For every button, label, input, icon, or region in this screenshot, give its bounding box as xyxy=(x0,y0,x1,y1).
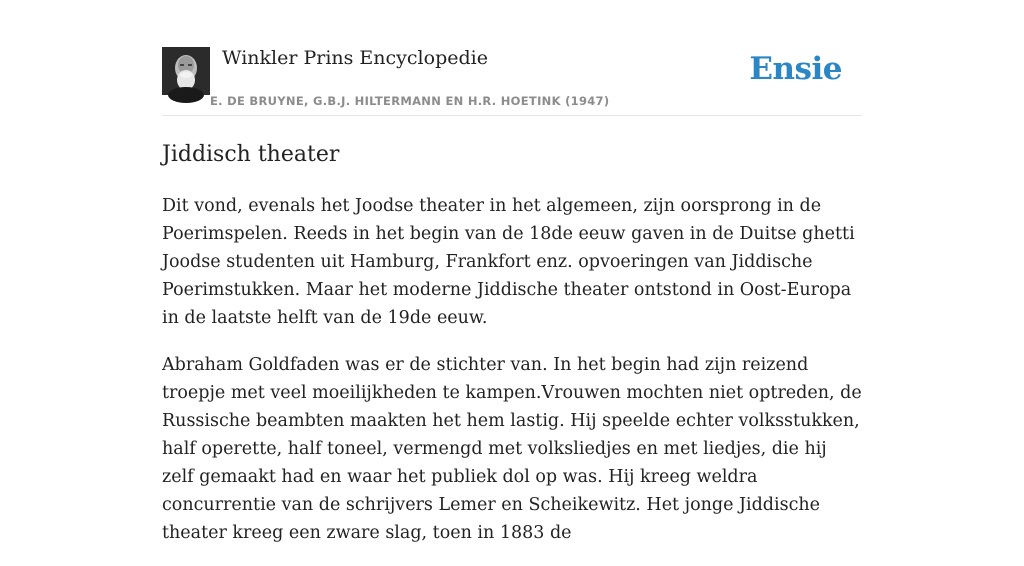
content-container xyxy=(162,0,862,543)
article-body xyxy=(162,192,862,566)
site-header xyxy=(162,0,862,116)
site-title[interactable]: Winkler Prins Encyclopedie xyxy=(222,47,488,69)
brand-logo[interactable]: Ensie xyxy=(749,51,842,87)
author-avatar[interactable] xyxy=(162,47,210,95)
article-title: Jiddisch theater xyxy=(162,142,340,167)
authors-byline: E. DE BRUYNE, G.B.J. HILTERMANN EN H.R. HOETINK (1947) xyxy=(210,94,610,108)
article-paragraph: Abraham Goldfaden was er de stichter van. In het begin had zijn reizend troepje met veel moeilijkheden te kampen.Vrouwen mochten niet optreden, de Russische beambten maakten het hem lastig. Hij speelde echter volksstukken, half operette, half toneel, vermengd met volksliedjes en met liedjes, die hij zelf gemaakt had en waar het publiek dol op was. Hij kreeg weldra concurrentie van de schrijvers Lemer en Scheikewitz. Het jonge Jiddische theater kreeg een zware slag, toen in 1883 de xyxy=(162,355,862,543)
article-paragraph: Dit vond, evenals het Joodse theater in het algemeen, zijn oorsprong in de Poerimspelen. Reeds in het begin van de 18de eeuw gaven in de Duitse ghetti Joodse studenten uit Hamburg, Frankfort enz. opvoeringen van Jiddische Poerimstukken. Maar het moderne Jiddische theater ontstond in Oost-Europa in de laatste helft van de 19de eeuw. xyxy=(162,196,855,328)
